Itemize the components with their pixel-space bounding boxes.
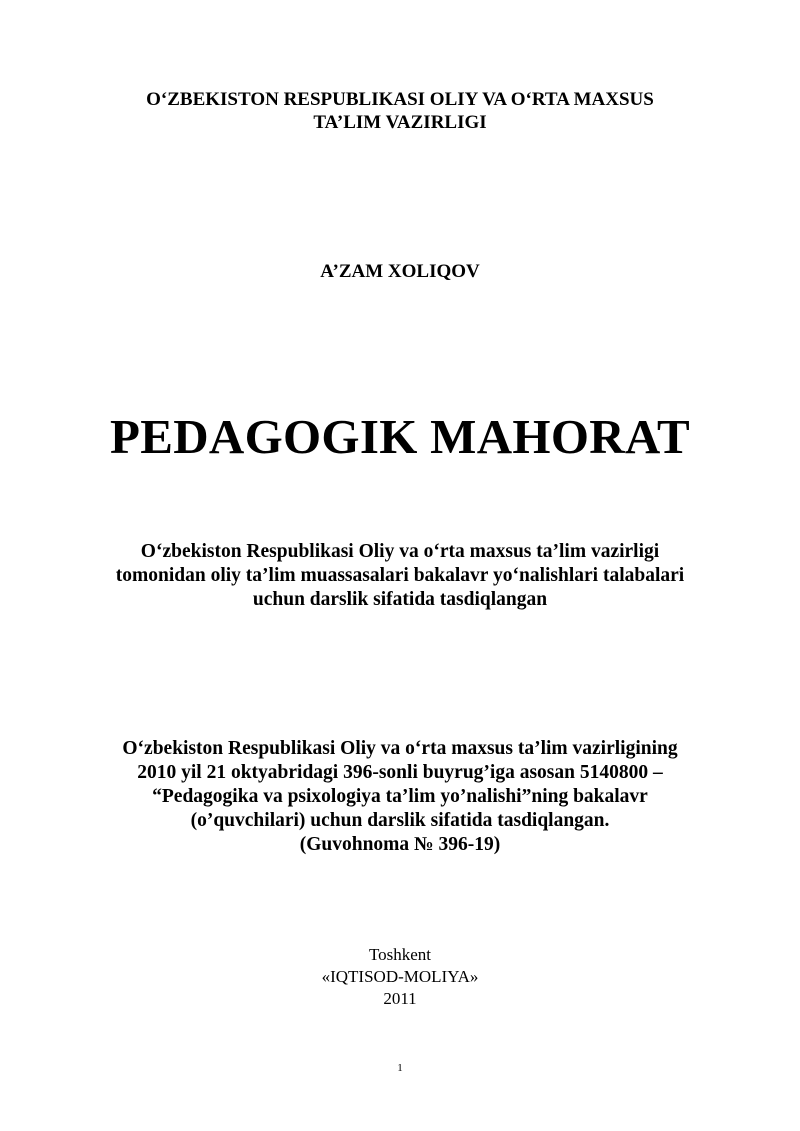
ministry-order-statement	[0, 737, 800, 857]
approval-subtitle-line-3: uchun darslik sifatida tasdiqlangan	[252, 589, 548, 610]
ministry-heading	[0, 88, 800, 134]
order-statement-line-1: O‘zbekiston Respublikasi Oliy va o‘rta maxsus ta’lim vazirligining	[122, 738, 678, 759]
ministry-heading-line-1: O‘ZBEKISTON RESPUBLIKASI OLIY VA O‘RTA MAXSUS	[146, 89, 654, 110]
publication-imprint	[0, 944, 800, 1010]
order-statement-line-3: “Pedagogika va psixologiya ta’lim yo’nalishi”ning bakalavr	[152, 786, 648, 807]
order-statement-line-2: 2010 yil 21 oktyabridagi 396-sonli buyrug’iga asosan 5140800 –	[137, 762, 663, 783]
ministry-heading-line-2: TA’LIM VAZIRLIGI	[313, 112, 487, 133]
imprint-city: Toshkent	[368, 945, 432, 964]
approval-subtitle	[0, 540, 800, 612]
imprint-publisher: «IQTISOD-MOLIYA»	[321, 967, 479, 986]
author-name: A’ZAM XOLIQOV	[320, 261, 480, 282]
page-number: 1	[397, 1062, 403, 1074]
book-title: PEDAGOGIK MAHORAT	[110, 409, 690, 464]
imprint-year: 2011	[383, 989, 417, 1008]
order-statement-line-4: (o’quvchilari) uchun darslik sifatida tasdiqlangan.	[190, 810, 610, 831]
approval-subtitle-line-1: O‘zbekiston Respublikasi Oliy va o‘rta maxsus ta’lim vazirligi	[140, 541, 660, 562]
approval-subtitle-line-2: tomonidan oliy ta’lim muassasalari bakalavr yo‘nalishlari talabalari	[115, 565, 685, 586]
certificate-number: (Guvohnoma № 396-19)	[299, 834, 501, 855]
